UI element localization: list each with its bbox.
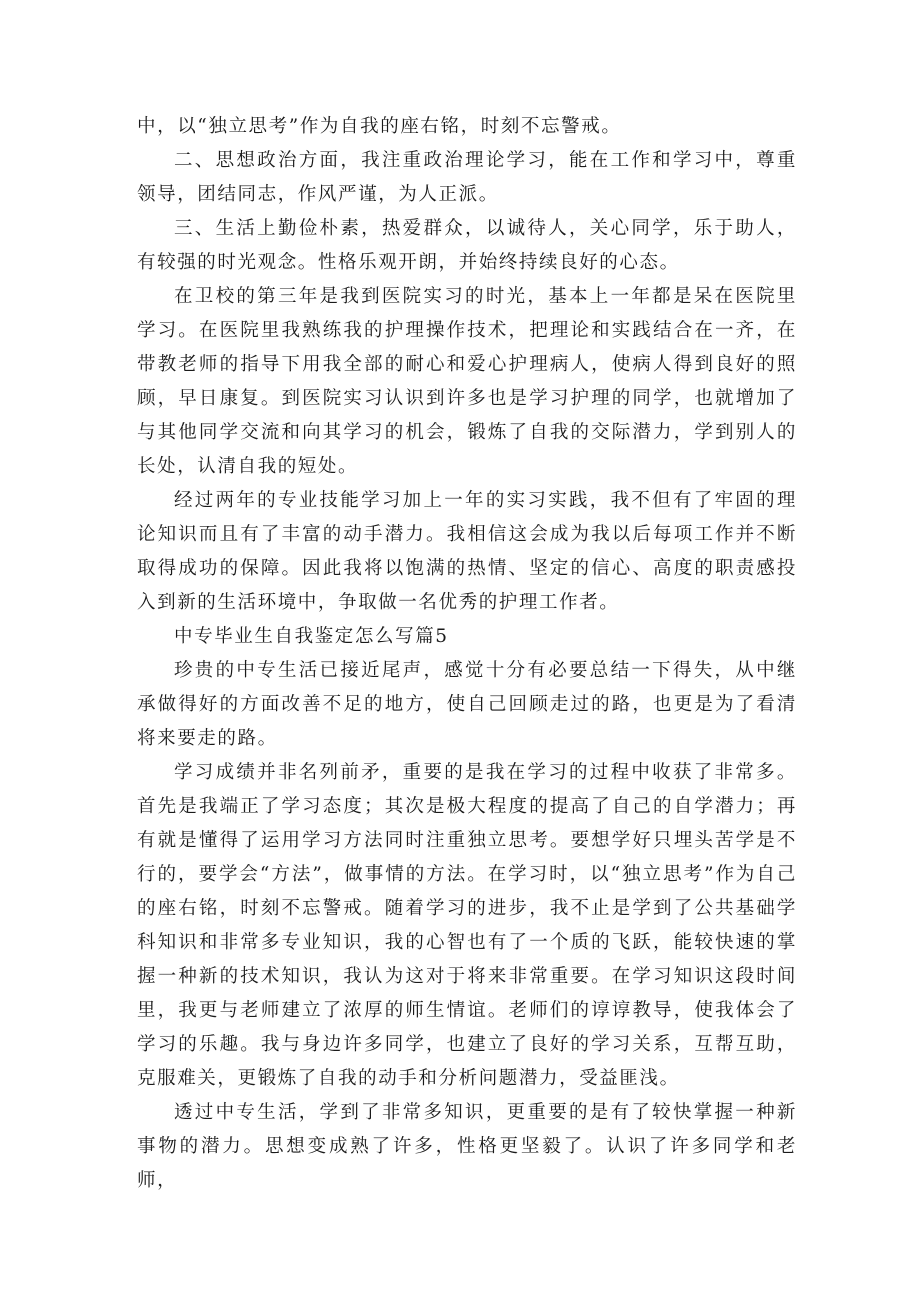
paragraph-1: 中，以“独立思考”作为自我的座右铭，时刻不忘警戒。 bbox=[137, 116, 622, 137]
paragraph-8: 透过中专生活，学到了非常多知识，更重要的是有了较快掌握一种新事物的潜力。思想变成熟了许多，性格更坚毅了。认识了许多同学和老师， bbox=[137, 1102, 797, 1191]
document-body bbox=[137, 110, 797, 1198]
paragraph-6: 珍贵的中专生活已接近尾声，感觉十分有必要总结一下得失，从中继承做得好的方面改善不足的地方，使自己回顾走过的路，也更是为了看清将来要走的路。 bbox=[137, 660, 797, 749]
paragraph-7: 学习成绩并非名列前矛，重要的是我在学习的过程中收获了非常多。首先是我端正了学习态度；其次是极大程度的提高了自己的自学潜力；再有就是懂得了运用学习方法同时注重独立思考。要想学好只埋头苦学是不行的，要学会“方法”，做事情的方法。在学习时，以“独立思考”作为自己的座右铭，时刻不忘警戒。随着学习的进步，我不止是学到了公共基础学科知识和非常多专业知识，我的心智也有了一个质的飞跃，能较快速的掌握一种新的技术知识，我认为这对于将来非常重要。在学习知识这段时间里，我更与老师建立了浓厚的师生情谊。老师们的谆谆教导，使我体会了学习的乐趣。我与身边许多同学，也建立了良好的学习关系，互帮互助，克服难关，更锻炼了自我的动手和分析问题潜力，受益匪浅。 bbox=[137, 762, 797, 1089]
paragraph-4: 在卫校的第三年是我到医院实习的时光，基本上一年都是呆在医院里学习。在医院里我熟练我的护理操作技术，把理论和实践结合在一齐，在带教老师的指导下用我全部的耐心和爱心护理病人，使病人得到良好的照顾，早日康复。到医院实习认识到许多也是学习护理的同学，也就增加了与其他同学交流和向其学习的机会，锻炼了自我的交际潜力，学到别人的长处，认清自我的短处。 bbox=[137, 286, 797, 477]
section-heading: 中专毕业生自我鉴定怎么写篇5 bbox=[174, 626, 449, 647]
paragraph-3: 三、生活上勤俭朴素，热爱群众，以诚待人，关心同学，乐于助人，有较强的时光观念。性格乐观开朗，并始终持续良好的心态。 bbox=[137, 218, 797, 273]
paragraph-2: 二、思想政治方面，我注重政治理论学习，能在工作和学习中，尊重领导，团结同志，作风严谨，为人正派。 bbox=[137, 150, 797, 205]
paragraph-5: 经过两年的专业技能学习加上一年的实习实践，我不但有了牢固的理论知识而且有了丰富的动手潜力。我相信这会成为我以后每项工作并不断取得成功的保障。因此我将以饱满的热情、坚定的信心、高度的职责感投入到新的生活环境中，争取做一名优秀的护理工作者。 bbox=[137, 490, 797, 613]
